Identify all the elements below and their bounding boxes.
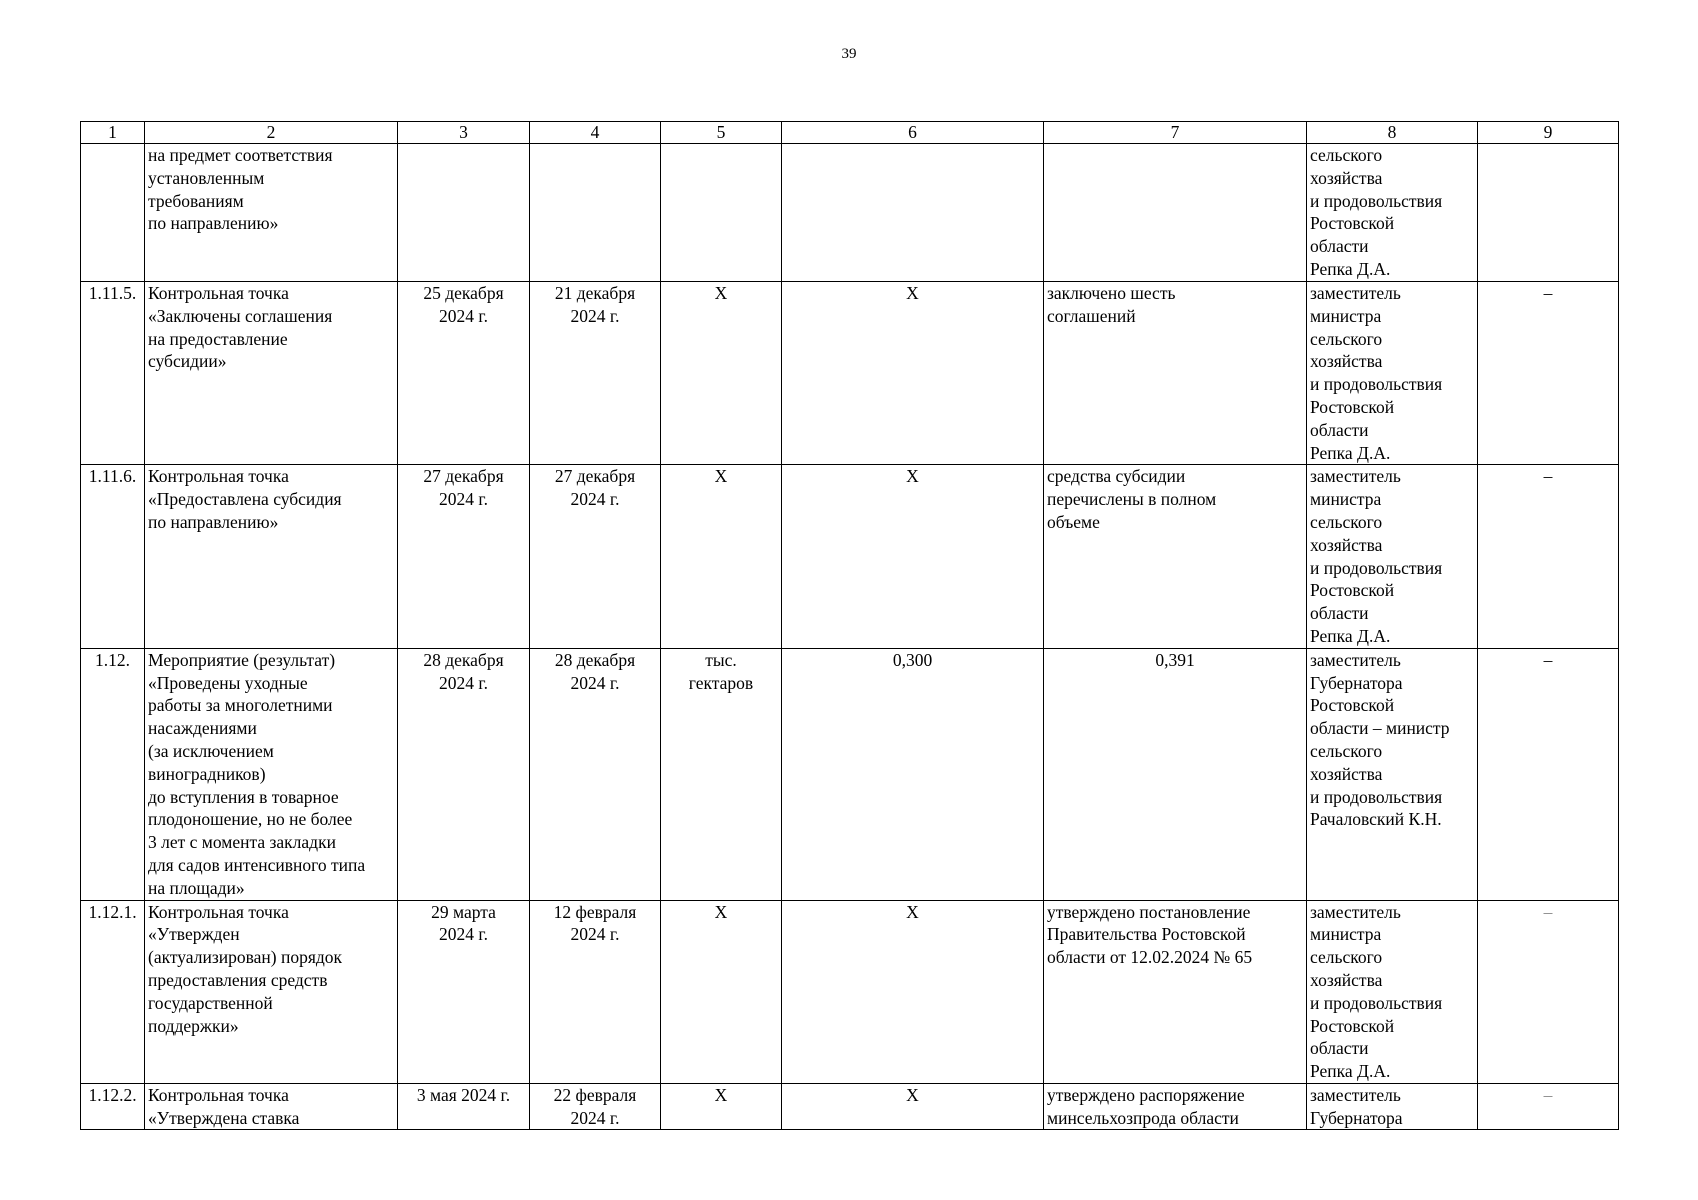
plan-value-line: 0,300 [892,649,933,670]
responsible-line: и продовольствия [1310,992,1443,1013]
unit-cell [661,1083,782,1130]
name-cell [145,465,398,648]
name-line: поддержки» [148,1015,239,1036]
unit-cell [661,282,782,465]
table-row [81,282,1619,465]
plan-date-cell [398,144,530,282]
plan-date-line: 28 декабря [423,649,504,670]
plan-date-line: 29 марта [431,901,496,922]
responsible-line: и продовольствия [1310,190,1443,211]
responsible-line: заместитель [1310,283,1401,303]
fact-value-line: объеме [1047,511,1100,532]
fact-value-line: соглашений [1047,305,1136,326]
responsible-line: Ростовской [1310,213,1395,234]
name-line: субсидии» [148,351,227,372]
responsible-line: заместитель [1310,901,1401,922]
fact-value-line: утверждено распоряжение [1047,1084,1245,1105]
name-line: до вступления в товарное [148,786,339,807]
responsible-line: хозяйства [1310,167,1383,188]
name-line: «Заключены соглашения [148,305,333,326]
fact-value-cell [1044,1083,1307,1130]
name-line: плодоношение, но не более [148,809,353,830]
column-header: 8 [1307,122,1478,144]
plan-value-cell [782,465,1044,648]
fact-date-line: 2024 г. [570,672,620,693]
fact-date-cell [530,465,661,648]
plan-value-cell [782,282,1044,465]
plan-date-line: 27 декабря [423,466,504,487]
plan-date-cell [398,282,530,465]
fact-date-cell [530,1083,661,1130]
responsible-line: сельского [1310,145,1383,165]
responsible-cell [1307,648,1478,900]
plan-value-line: Х [906,901,919,922]
responsible-line: сельского [1310,947,1383,968]
name-line: Контрольная точка [148,1084,289,1105]
responsible-cell [1307,282,1478,465]
column-header: 2 [145,122,398,144]
responsible-line: области [1310,236,1369,257]
responsible-cell [1307,465,1478,648]
row-number-cell [81,144,145,282]
name-line: насаждениями [148,718,257,739]
responsible-line: Губернатора [1310,1107,1403,1128]
responsible-line: Рачаловский К.Н. [1310,809,1442,830]
responsible-line: Репка Д.А. [1310,1061,1391,1082]
responsible-line: сельского [1310,511,1383,532]
responsible-line: министра [1310,489,1382,510]
name-line: государственной [148,992,273,1013]
plan-value-cell [782,648,1044,900]
responsible-line: Репка Д.А. [1310,258,1391,279]
column-number-row [81,122,1619,144]
name-line: 3 лет с момента закладки [148,832,336,853]
column-header: 6 [782,122,1044,144]
fact-date-line: 2024 г. [570,1107,620,1128]
column-header: 1 [81,122,145,144]
plan-value-cell [782,900,1044,1083]
row-number-cell: 1.12.1. [81,900,145,1083]
name-line: по направлению» [148,213,279,234]
fact-date-line: 27 декабря [554,466,636,487]
fact-date-line: 2024 г. [570,305,620,326]
fact-date-cell [530,648,661,900]
fact-date-line: 28 декабря [554,649,636,670]
unit-cell [661,648,782,900]
note-cell: – [1478,648,1619,900]
fact-value-cell [1044,282,1307,465]
responsible-line: сельского [1310,328,1383,349]
plan-date-cell [398,648,530,900]
table-row [81,144,1619,282]
fact-date-cell [530,144,661,282]
unit-cell [661,465,782,648]
plan-value-cell [782,1083,1044,1130]
row-number-cell: 1.11.6. [81,465,145,648]
responsible-line: сельского [1310,740,1383,761]
fact-value-cell [1044,465,1307,648]
name-cell [145,1083,398,1130]
name-line: работы за многолетними [148,695,333,716]
name-line: Контрольная точка [148,901,289,922]
fact-value-line: средства субсидии [1047,466,1186,487]
unit-line: гектаров [688,672,754,693]
responsible-line: хозяйства [1310,763,1383,784]
name-line: «Утвержден [148,924,240,945]
fact-value-line: утверждено постановление [1047,901,1251,922]
plan-date-line: 3 мая 2024 г. [416,1084,511,1105]
plan-date-cell [398,900,530,1083]
name-line: виноградников) [148,763,266,784]
unit-line: Х [714,283,728,303]
plan-date-line: 25 декабря [423,283,504,303]
name-line: Контрольная точка [148,466,289,487]
plan-date-line: 2024 г. [439,305,488,326]
report-table [80,121,1619,1130]
name-line: на предоставление [148,328,288,349]
plan-value-line: Х [906,283,919,303]
name-line: (за исключением [148,740,274,761]
name-line: для садов интенсивного типа [148,854,366,875]
name-line: «Утверждена ставка [148,1107,300,1128]
unit-line: Х [714,466,728,487]
name-cell [145,900,398,1083]
responsible-line: министра [1310,305,1382,326]
responsible-line: и продовольствия [1310,786,1443,807]
note-cell: – [1478,900,1619,1083]
plan-value-line: Х [906,1084,919,1105]
responsible-line: хозяйства [1310,351,1383,372]
row-number-cell: 1.11.5. [81,282,145,465]
column-header: 7 [1044,122,1307,144]
name-line: Мероприятие (результат) [148,649,336,670]
column-header: 5 [661,122,782,144]
plan-value-line: Х [906,466,919,487]
row-number-cell: 1.12. [81,648,145,900]
responsible-line: Репка Д.А. [1310,442,1391,463]
fact-value-line: области от 12.02.2024 № 65 [1047,947,1253,968]
page-number: 39 [841,46,857,62]
unit-cell [661,144,782,282]
responsible-line: заместитель [1310,649,1401,670]
responsible-line: министра [1310,924,1382,945]
row-number-cell: 1.12.2. [81,1083,145,1130]
fact-date-line: 2024 г. [570,924,620,945]
note-cell: – [1478,465,1619,648]
note-cell: – [1478,1083,1619,1130]
column-header: 3 [398,122,530,144]
plan-value-cell [782,144,1044,282]
name-line: по направлению» [148,511,279,532]
responsible-line: Ростовской [1310,695,1395,716]
unit-line: тыс. [705,649,737,670]
fact-value-line: 0,391 [1155,649,1195,670]
fact-value-cell [1044,144,1307,282]
name-line: установленным [148,167,265,188]
responsible-cell [1307,1083,1478,1130]
responsible-line: заместитель [1310,1084,1401,1105]
responsible-line: области [1310,1038,1369,1059]
plan-date-cell [398,465,530,648]
name-cell [145,282,398,465]
responsible-line: и продовольствия [1310,557,1443,578]
responsible-cell [1307,900,1478,1083]
table-row [81,1083,1619,1130]
fact-date-cell [530,282,661,465]
responsible-line: области [1310,419,1369,440]
unit-line: Х [714,1084,728,1105]
responsible-line: хозяйства [1310,534,1383,555]
responsible-line: и продовольствия [1310,374,1443,395]
unit-cell [661,900,782,1083]
table-row [81,900,1619,1083]
responsible-line: Репка Д.А. [1310,625,1391,646]
plan-date-line: 2024 г. [439,489,488,510]
responsible-line: области – министр [1310,718,1450,739]
name-cell [145,648,398,900]
responsible-line: хозяйства [1310,969,1383,990]
fact-date-line: 22 февраля [553,1084,637,1105]
unit-line: Х [714,901,728,922]
fact-date-line: 2024 г. [570,489,620,510]
name-line: требованиям [148,190,244,211]
responsible-line: Губернатора [1310,672,1403,693]
fact-value-line: перечислены в полном [1047,489,1217,510]
responsible-line: заместитель [1310,466,1401,487]
fact-value-cell [1044,648,1307,900]
column-header: 9 [1478,122,1619,144]
fact-value-line: заключено шесть [1047,283,1176,303]
responsible-line: Ростовской [1310,1015,1395,1036]
name-cell [145,144,398,282]
name-line: «Предоставлена субсидия [148,489,342,510]
fact-date-cell [530,900,661,1083]
fact-value-cell [1044,900,1307,1083]
plan-date-line: 2024 г. [439,924,488,945]
table-row [81,648,1619,900]
name-line: предоставления средств [148,969,328,990]
fact-value-line: минсельхозпрода области [1047,1107,1239,1128]
responsible-line: Ростовской [1310,396,1395,417]
table-row [81,465,1619,648]
note-cell: – [1478,282,1619,465]
responsible-line: области [1310,603,1369,624]
fact-date-line: 12 февраля [553,901,637,922]
fact-date-line: 21 декабря [554,283,636,303]
name-line: «Проведены уходные [148,672,308,693]
name-line: Контрольная точка [148,283,289,303]
responsible-cell [1307,144,1478,282]
plan-date-line: 2024 г. [439,672,488,693]
plan-date-cell [398,1083,530,1130]
note-cell [1478,144,1619,282]
name-line: на площади» [148,877,245,898]
name-line: (актуализирован) порядок [148,947,343,968]
name-line: на предмет соответствия [148,145,333,165]
column-header: 4 [530,122,661,144]
fact-value-line: Правительства Ростовской [1047,924,1246,945]
responsible-line: Ростовской [1310,580,1395,601]
